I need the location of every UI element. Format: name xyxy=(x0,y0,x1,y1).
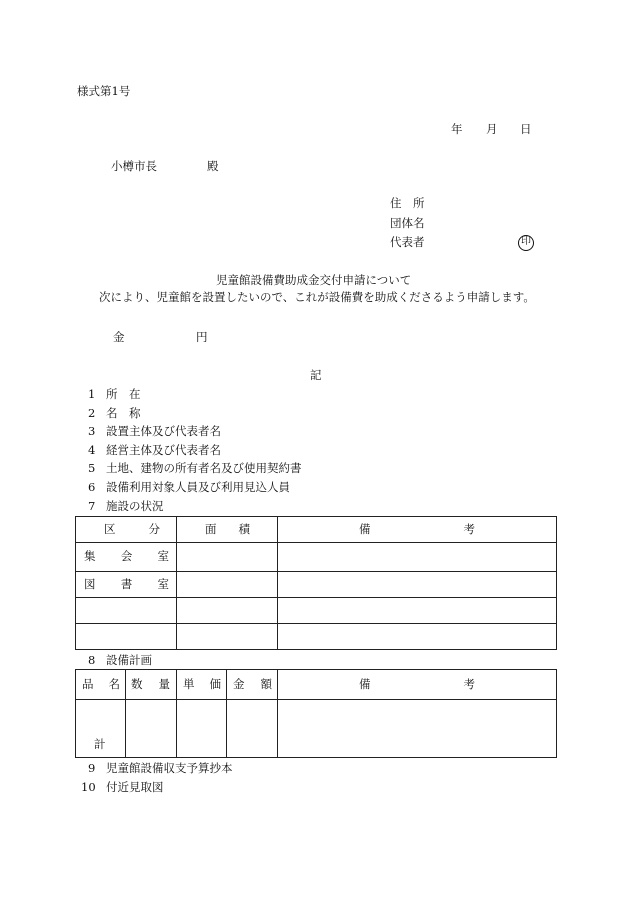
header-menseki: 面 積 xyxy=(177,517,278,543)
document-title: 児童館設備費助成金交付申請について xyxy=(216,273,412,287)
date-day: 日 xyxy=(520,122,532,136)
equipment-table-header xyxy=(76,670,557,700)
item-9-label: 児童館設備収支予算抄本 xyxy=(106,761,233,775)
item-7-number: 7 xyxy=(88,499,96,513)
item-1-number: 1 xyxy=(88,387,96,401)
table-cell xyxy=(177,598,278,624)
row-label-shukaishitsu: 集 会 室 xyxy=(76,543,177,572)
table-cell xyxy=(177,543,278,572)
body-text: 次により、児童館を設置したいので、これが設備費を助成くださるよう申請します。 xyxy=(99,290,535,304)
total-label: 計 xyxy=(94,736,106,751)
header-suryo: 数 量 xyxy=(126,670,177,700)
equipment-table xyxy=(75,669,557,758)
ki-heading: 記 xyxy=(310,368,322,382)
item-4-label: 経営主体及び代表者名 xyxy=(106,443,221,457)
applicant-organization-label: 団体名 xyxy=(390,216,425,230)
table-cell xyxy=(177,700,227,758)
facility-table-header xyxy=(76,517,557,543)
table-cell xyxy=(278,598,557,624)
item-3-label: 設置主体及び代表者名 xyxy=(106,424,221,438)
applicant-address-label: 住 所 xyxy=(390,196,425,210)
amount-label: 金 xyxy=(113,330,125,344)
table-cell xyxy=(227,700,278,758)
header-hinmei: 品 名 xyxy=(76,670,126,700)
item-3-number: 3 xyxy=(88,424,96,438)
header-kubun: 区 分 xyxy=(76,517,177,543)
item-4-number: 4 xyxy=(88,443,96,457)
table-row xyxy=(76,700,557,758)
item-8-number: 8 xyxy=(88,653,96,667)
item-2-label: 名 称 xyxy=(106,406,141,420)
item-8-label: 設備計画 xyxy=(106,653,152,667)
item-7-label: 施設の状況 xyxy=(106,499,164,513)
item-10-number: 10 xyxy=(81,780,96,794)
seal-text: 印 xyxy=(521,236,531,247)
table-row xyxy=(76,624,557,650)
amount-unit: 円 xyxy=(196,330,208,344)
header-biko: 備 考 xyxy=(278,517,557,543)
table-row xyxy=(76,543,557,572)
item-5-number: 5 xyxy=(88,461,96,475)
table-cell xyxy=(278,543,557,572)
item-10-label: 付近見取図 xyxy=(106,780,164,794)
table-cell xyxy=(278,624,557,650)
applicant-representative-label: 代表者 xyxy=(390,235,425,249)
table-cell xyxy=(126,700,177,758)
table-cell xyxy=(177,572,278,598)
item-1-label: 所 在 xyxy=(106,387,141,401)
facility-table xyxy=(75,516,557,650)
table-cell xyxy=(278,572,557,598)
row-label-toshoshitsu: 図 書 室 xyxy=(76,572,177,598)
addressee-name: 小樽市長 xyxy=(111,159,157,173)
date-month: 月 xyxy=(486,122,498,136)
table-row xyxy=(76,572,557,598)
header-tanka: 単 価 xyxy=(177,670,227,700)
header-kingaku: 金 額 xyxy=(227,670,278,700)
table-row xyxy=(76,598,557,624)
table-cell xyxy=(278,700,557,758)
item-6-number: 6 xyxy=(88,480,96,494)
item-2-number: 2 xyxy=(88,406,96,420)
item-6-label: 設備利用対象人員及び利用見込人員 xyxy=(106,480,290,494)
date-year: 年 xyxy=(451,122,463,136)
item-9-number: 9 xyxy=(88,761,96,775)
item-5-label: 土地、建物の所有者名及び使用契約書 xyxy=(106,461,302,475)
table-cell xyxy=(76,598,177,624)
table-cell xyxy=(76,624,177,650)
table-cell xyxy=(177,624,278,650)
form-number: 様式第1号 xyxy=(77,84,131,98)
addressee-honorific: 殿 xyxy=(207,159,219,173)
seal-mark xyxy=(518,235,534,251)
header-biko: 備 考 xyxy=(278,670,557,700)
total-cell xyxy=(76,700,126,758)
